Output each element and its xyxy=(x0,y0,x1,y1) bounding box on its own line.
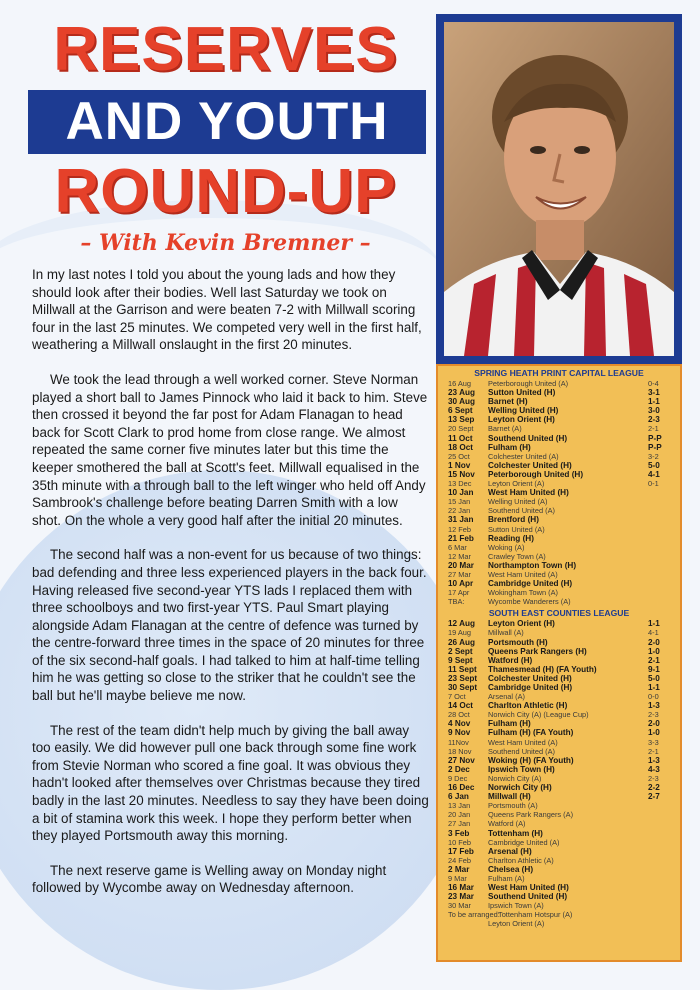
author-byline: – With Kevin Bremner – xyxy=(80,230,371,256)
fixture-opponent: Millwall (A) xyxy=(488,628,524,638)
fixture-row xyxy=(438,638,680,647)
fixture-opponent: Peterborough United (A) xyxy=(488,379,569,388)
fixture-score: P-P xyxy=(648,442,662,452)
article-paragraph: In my last notes I told you about the young lads and how they should look after their bodies. Well last Saturday we took on Millwall at the Garrison and were beaten 7-2 with Millwall scoring four in the last 25 minutes. We competed very well in the first half, weathering a Millwall onslaught in the first 20 minutes. xyxy=(32,267,422,353)
fixture-row xyxy=(438,910,680,919)
fixture-score: 0-4 xyxy=(648,379,659,388)
fixture-score: 0-0 xyxy=(648,692,659,702)
fixture-opponent: Arsenal (H) xyxy=(488,846,532,856)
fixture-opponent: Southend United (H) xyxy=(488,433,568,443)
fixture-opponent: Sutton United (A) xyxy=(488,524,545,534)
fixture-date: 27 Mar xyxy=(448,569,472,579)
fixture-score: 2-3 xyxy=(648,710,659,720)
fixture-score: 9-1 xyxy=(648,664,660,674)
fixture-row xyxy=(438,756,680,765)
fixture-row xyxy=(438,579,680,588)
fixture-score: 3-0 xyxy=(648,406,660,416)
fixture-row xyxy=(438,452,680,461)
fixture-date: To be arranged: xyxy=(448,910,500,920)
fixture-row xyxy=(438,719,680,728)
fixture-row xyxy=(438,883,680,892)
fixture-date: 20 Jan xyxy=(448,810,471,820)
fixture-row xyxy=(438,415,680,424)
fixture-score: 1-1 xyxy=(648,619,660,629)
fixture-date: 10 Apr xyxy=(448,579,474,589)
fixture-date: 12 Aug xyxy=(448,619,475,629)
fixture-score: 3-1 xyxy=(648,388,660,398)
fixture-row xyxy=(438,738,680,747)
headline-line-3: ROUND-UP xyxy=(54,157,397,226)
fixture-opponent: Thamesmead (H) (FA Youth) xyxy=(488,664,597,674)
fixture-date: 10 Feb xyxy=(448,837,472,847)
league-title: SOUTH EAST COUNTIES LEAGUE xyxy=(488,608,630,619)
fixture-opponent: Northampton Town (H) xyxy=(488,560,577,570)
fixture-date: 19 Aug xyxy=(448,628,472,638)
fixture-date: 12 Feb xyxy=(448,524,472,534)
article-paragraph: The rest of the team didn't help much by giving the ball away too easily. We did however pull one back through some fine work from Stevie Norman who scored a fine goal. It was obvious they hadn't looked after themselves over Christmas because they tired badly in the last 20 minutes. Needless to say they have been doing a bit of stamina work this week. I hope they perform better when they played Portsmouth away this morning. xyxy=(32,722,429,844)
fixture-opponent: Wycombe Wanderers (A) xyxy=(488,597,571,607)
fixture-score: 3-3 xyxy=(648,737,659,747)
fixture-opponent: Reading (H) xyxy=(488,533,534,543)
fixture-date: 15 Jan xyxy=(448,497,471,507)
fixture-date: 15 Nov xyxy=(448,469,475,479)
fixture-date: 30 Mar xyxy=(448,901,472,911)
fixture-opponent: Charlton Athletic (A) xyxy=(488,855,554,865)
fixture-date: 30 Sept xyxy=(448,683,478,692)
fixture-score: P-P xyxy=(648,433,662,443)
fixture-date: 13 Dec xyxy=(448,479,472,489)
fixture-row xyxy=(438,783,680,792)
fixture-row xyxy=(438,488,680,497)
fixture-date: 25 Oct xyxy=(448,451,470,461)
fixture-date: 2 Sept xyxy=(448,646,473,656)
fixture-score: 2-0 xyxy=(648,637,660,647)
fixture-row xyxy=(438,461,680,470)
fixture-opponent: Brentford (H) xyxy=(488,515,539,525)
fixture-row xyxy=(438,810,680,819)
fixture-date: TBA: xyxy=(448,597,465,607)
fixture-score: 2-0 xyxy=(648,719,660,729)
fixture-date: 2 Dec xyxy=(448,764,470,774)
fixture-score: 0-1 xyxy=(648,479,659,489)
fixture-score: 4-1 xyxy=(648,469,660,479)
fixture-opponent: Charlton Athletic (H) xyxy=(488,701,568,711)
fixture-opponent: Norwich City (A) xyxy=(488,773,542,783)
fixture-row xyxy=(438,892,680,901)
fixture-row xyxy=(438,829,680,838)
fixture-date: 16 Aug xyxy=(448,379,472,388)
fixture-row xyxy=(438,838,680,847)
fixture-row xyxy=(438,479,680,488)
fixture-opponent: Fulham (A) xyxy=(488,873,525,883)
fixture-date: 11 Oct xyxy=(448,433,473,443)
fixture-opponent: Norwich City (H) xyxy=(488,783,552,793)
article-paragraph: The next reserve game is Welling away on Monday night followed by Wycombe away on Wednesday afternoon. xyxy=(32,862,387,896)
fixture-opponent: Wokingham Town (A) xyxy=(488,588,558,598)
fixture-date: 4 Nov xyxy=(448,719,471,729)
fixture-opponent: Chelsea (H) xyxy=(488,864,534,874)
fixture-opponent: Cambridge United (A) xyxy=(488,837,560,847)
fixture-date: 6 Mar xyxy=(448,542,467,552)
fixture-opponent: Colchester United (H) xyxy=(488,673,572,683)
fixture-row xyxy=(438,765,680,774)
fixture-date: 9 Dec xyxy=(448,773,468,783)
fixture-date: 7 Oct xyxy=(448,692,466,702)
fixture-row xyxy=(438,506,680,515)
fixture-opponent: Queens Park Rangers (H) xyxy=(488,646,587,656)
fixture-date: 23 Sept xyxy=(448,673,478,683)
fixture-score: 3-2 xyxy=(648,451,659,461)
fixture-row xyxy=(438,865,680,874)
fixture-row xyxy=(438,443,680,452)
fixture-score: 2-2 xyxy=(648,783,660,793)
fixture-opponent: Fulham (H) xyxy=(488,719,531,729)
fixture-date: 13 Jan xyxy=(448,801,471,811)
fixture-row xyxy=(438,847,680,856)
fixture-opponent: West Ham United (A) xyxy=(488,569,558,579)
fixture-score: 1-1 xyxy=(648,397,660,407)
fixture-date: 27 Jan xyxy=(448,819,471,829)
fixture-row xyxy=(438,388,680,397)
fixture-row xyxy=(438,470,680,479)
fixture-row xyxy=(438,379,680,388)
fixture-score: 2-1 xyxy=(648,746,659,756)
fixture-opponent: Fulham (H) xyxy=(488,442,531,452)
fixture-opponent: Welling United (H) xyxy=(488,406,559,416)
fixture-opponent: West Ham United (A) xyxy=(488,737,558,747)
fixture-opponent: Sutton United (H) xyxy=(488,388,556,398)
fixture-opponent: Cambridge United (H) xyxy=(488,579,573,589)
fixture-date: 23 Aug xyxy=(448,388,475,398)
fixture-row xyxy=(438,406,680,415)
fixture-date: 11 Sept xyxy=(448,664,477,674)
fixture-opponent: Leyton Orient (A) xyxy=(488,479,545,489)
fixture-row xyxy=(438,397,680,406)
fixture-opponent: Ipswich Town (A) xyxy=(488,901,544,911)
fixture-date: 18 Nov xyxy=(448,746,472,756)
fixture-opponent: Barnet (H) xyxy=(488,397,528,407)
fixture-opponent: Crawley Town (A) xyxy=(488,551,546,561)
fixture-score: 2-7 xyxy=(648,792,660,802)
fixture-date: 16 Dec xyxy=(448,783,475,793)
fixture-opponent: Norwich City (A) (League Cup) xyxy=(488,710,589,720)
fixture-opponent: Southend United (A) xyxy=(488,746,555,756)
fixture-date: 6 Sept xyxy=(448,406,473,416)
fixture-opponent: Southend United (H) xyxy=(488,892,568,902)
fixture-row xyxy=(438,543,680,552)
fixture-opponent: Woking (H) (FA Youth) xyxy=(488,755,574,765)
fixture-row xyxy=(438,552,680,561)
fixture-row xyxy=(438,874,680,883)
fixture-date: 1 Nov xyxy=(448,460,471,470)
fixture-date: 23 Mar xyxy=(448,892,474,902)
fixture-row xyxy=(438,919,680,928)
fixture-date: 27 Nov xyxy=(448,755,475,765)
article-paragraph: The second half was a non-event for us because of two things: bad defending and three less experienced players in the back four. Having released five second-year YTS lads I replaced them with three schoolboys and two first-year YTS. Paul Smart playing alongside Adam Flanagan at the centre of defence was turned by the centre-forward three times in the space of 20 minutes for three of the six second-half goals. I had talked to him at half-time telling him he was getting so close to the striker that he couldn't see the ball but he'll maybe believe me now. xyxy=(32,547,427,704)
fixture-opponent: Leyton Orient (H) xyxy=(488,619,555,629)
fixture-row xyxy=(438,570,680,579)
fixture-row xyxy=(438,424,680,433)
headline-line-2: AND YOUTH xyxy=(28,90,426,154)
fixture-row xyxy=(438,819,680,828)
fixture-score: 2-3 xyxy=(648,415,660,425)
fixture-row xyxy=(438,683,680,692)
fixture-score: 1-0 xyxy=(648,728,660,738)
fixture-score: 5-0 xyxy=(648,673,660,683)
fixture-date: 17 Feb xyxy=(448,846,474,856)
fixture-date: 9 Sept xyxy=(448,655,473,665)
fixture-row xyxy=(438,774,680,783)
fixture-date: 28 Oct xyxy=(448,710,470,720)
fixture-score: 2-1 xyxy=(648,424,659,434)
article-body xyxy=(32,266,430,914)
fixture-score: 4-1 xyxy=(648,628,659,638)
fixture-row xyxy=(438,561,680,570)
player-portrait-photo xyxy=(444,22,674,356)
fixture-date: 9 Nov xyxy=(448,728,471,738)
fixture-row xyxy=(438,665,680,674)
fixture-opponent: Tottenham Hotspur (A) xyxy=(498,910,573,920)
fixture-score: 1-0 xyxy=(648,646,660,656)
fixture-opponent: Arsenal (A) xyxy=(488,692,525,702)
fixture-row xyxy=(438,597,680,606)
fixture-date: 31 Jan xyxy=(448,515,474,525)
fixture-opponent: Woking (A) xyxy=(488,542,525,552)
fixture-opponent: Barnet (A) xyxy=(488,424,522,434)
fixture-date: 6 Jan xyxy=(448,792,469,802)
fixture-list xyxy=(438,379,680,606)
fixture-row xyxy=(438,434,680,443)
fixture-row xyxy=(438,710,680,719)
fixture-date: 16 Mar xyxy=(448,883,474,893)
fixture-row xyxy=(438,801,680,810)
fixture-date: 13 Sep xyxy=(448,415,475,425)
fixtures-panel xyxy=(436,364,682,962)
fixture-opponent: Welling United (A) xyxy=(488,497,548,507)
fixture-opponent: Queens Park Rangers (A) xyxy=(488,810,574,820)
fixture-date: 3 Feb xyxy=(448,828,470,838)
fixture-opponent: West Ham United (H) xyxy=(488,883,569,893)
fixture-score: 1-3 xyxy=(648,701,660,711)
fixture-row xyxy=(438,497,680,506)
fixture-opponent: Leyton Orient (H) xyxy=(488,415,555,425)
fixture-score: 2-1 xyxy=(648,655,660,665)
fixture-row xyxy=(438,692,680,701)
fixture-score: 1-3 xyxy=(648,755,660,765)
fixture-date: 11Nov xyxy=(448,737,469,747)
headline-line-1: RESERVES xyxy=(53,15,398,84)
fixture-row xyxy=(438,588,680,597)
fixture-opponent: West Ham United (H) xyxy=(488,488,569,498)
fixture-date: 10 Jan xyxy=(448,488,474,498)
fixture-date: 24 Feb xyxy=(448,855,472,865)
fixture-date: 26 Aug xyxy=(448,637,475,647)
fixture-date: 2 Mar xyxy=(448,864,470,874)
fixture-score: 1-1 xyxy=(648,683,660,692)
fixture-opponent: Millwall (H) xyxy=(488,792,531,802)
fixture-opponent: Peterborough United (H) xyxy=(488,469,584,479)
fixture-date: 17 Apr xyxy=(448,588,470,598)
fixture-row xyxy=(438,901,680,910)
fixture-date: 22 Jan xyxy=(448,506,471,516)
fixture-date: 20 Mar xyxy=(448,560,474,570)
fixture-row xyxy=(438,701,680,710)
fixture-row xyxy=(438,747,680,756)
fixture-opponent: Ipswich Town (H) xyxy=(488,764,555,774)
fixture-row xyxy=(438,856,680,865)
fixture-opponent: Watford (H) xyxy=(488,655,533,665)
fixture-row xyxy=(438,515,680,524)
fixture-date: 20 Sept xyxy=(448,424,474,434)
fixture-row xyxy=(438,534,680,543)
fixture-opponent: Colchester United (H) xyxy=(488,460,572,470)
fixture-date: 9 Mar xyxy=(448,873,467,883)
fixture-row xyxy=(438,674,680,683)
fixture-date: 21 Feb xyxy=(448,533,474,543)
fixture-opponent: Fulham (H) (FA Youth) xyxy=(488,728,574,738)
fixture-row xyxy=(438,656,680,665)
fixture-opponent: Tottenham (H) xyxy=(488,828,543,838)
fixture-row xyxy=(438,647,680,656)
fixture-opponent: Portsmouth (A) xyxy=(488,801,538,811)
fixture-opponent: Cambridge United (H) xyxy=(488,683,573,692)
fixture-opponent: Portsmouth (H) xyxy=(488,637,548,647)
fixture-list xyxy=(438,619,680,928)
article-paragraph: We took the lead through a well worked corner. Steve Norman played a short ball to James Pinnock who laid it back to him. Steve then crossed it beyond the far post for Adam Flanagan to head back for Scott Clark to prod home from close range. We almost repeated the same corner five minutes later but this time the keeper smothered the ball at Scott's feet. Millwall equalised in the 35th minute with a through ball to the left winger who held off Andy Sambrook's challenge before beating Darren Smith with a low shot. On the whole a very good half after the initial 20 minutes. xyxy=(32,371,428,528)
fixture-score: 2-3 xyxy=(648,773,659,783)
fixture-opponent: Colchester United (A) xyxy=(488,451,559,461)
player-portrait-icon xyxy=(444,22,674,356)
league-title: SPRING HEATH PRINT CAPITAL LEAGUE xyxy=(474,368,644,378)
fixture-opponent: Southend United (A) xyxy=(488,506,555,516)
fixture-date: 14 Oct xyxy=(448,701,474,711)
fixture-date: 18 Oct xyxy=(448,442,474,452)
fixture-row xyxy=(438,728,680,737)
fixture-opponent: Leyton Orient (A) xyxy=(488,919,545,929)
fixture-score: 4-3 xyxy=(648,764,660,774)
fixture-row xyxy=(438,525,680,534)
fixture-row xyxy=(438,628,680,637)
fixture-row xyxy=(438,792,680,801)
fixture-date: 30 Aug xyxy=(448,397,475,407)
fixture-date: 12 Mar xyxy=(448,551,472,561)
fixture-score: 5-0 xyxy=(648,460,660,470)
fixture-row xyxy=(438,619,680,628)
fixture-opponent: Watford (A) xyxy=(488,819,526,829)
